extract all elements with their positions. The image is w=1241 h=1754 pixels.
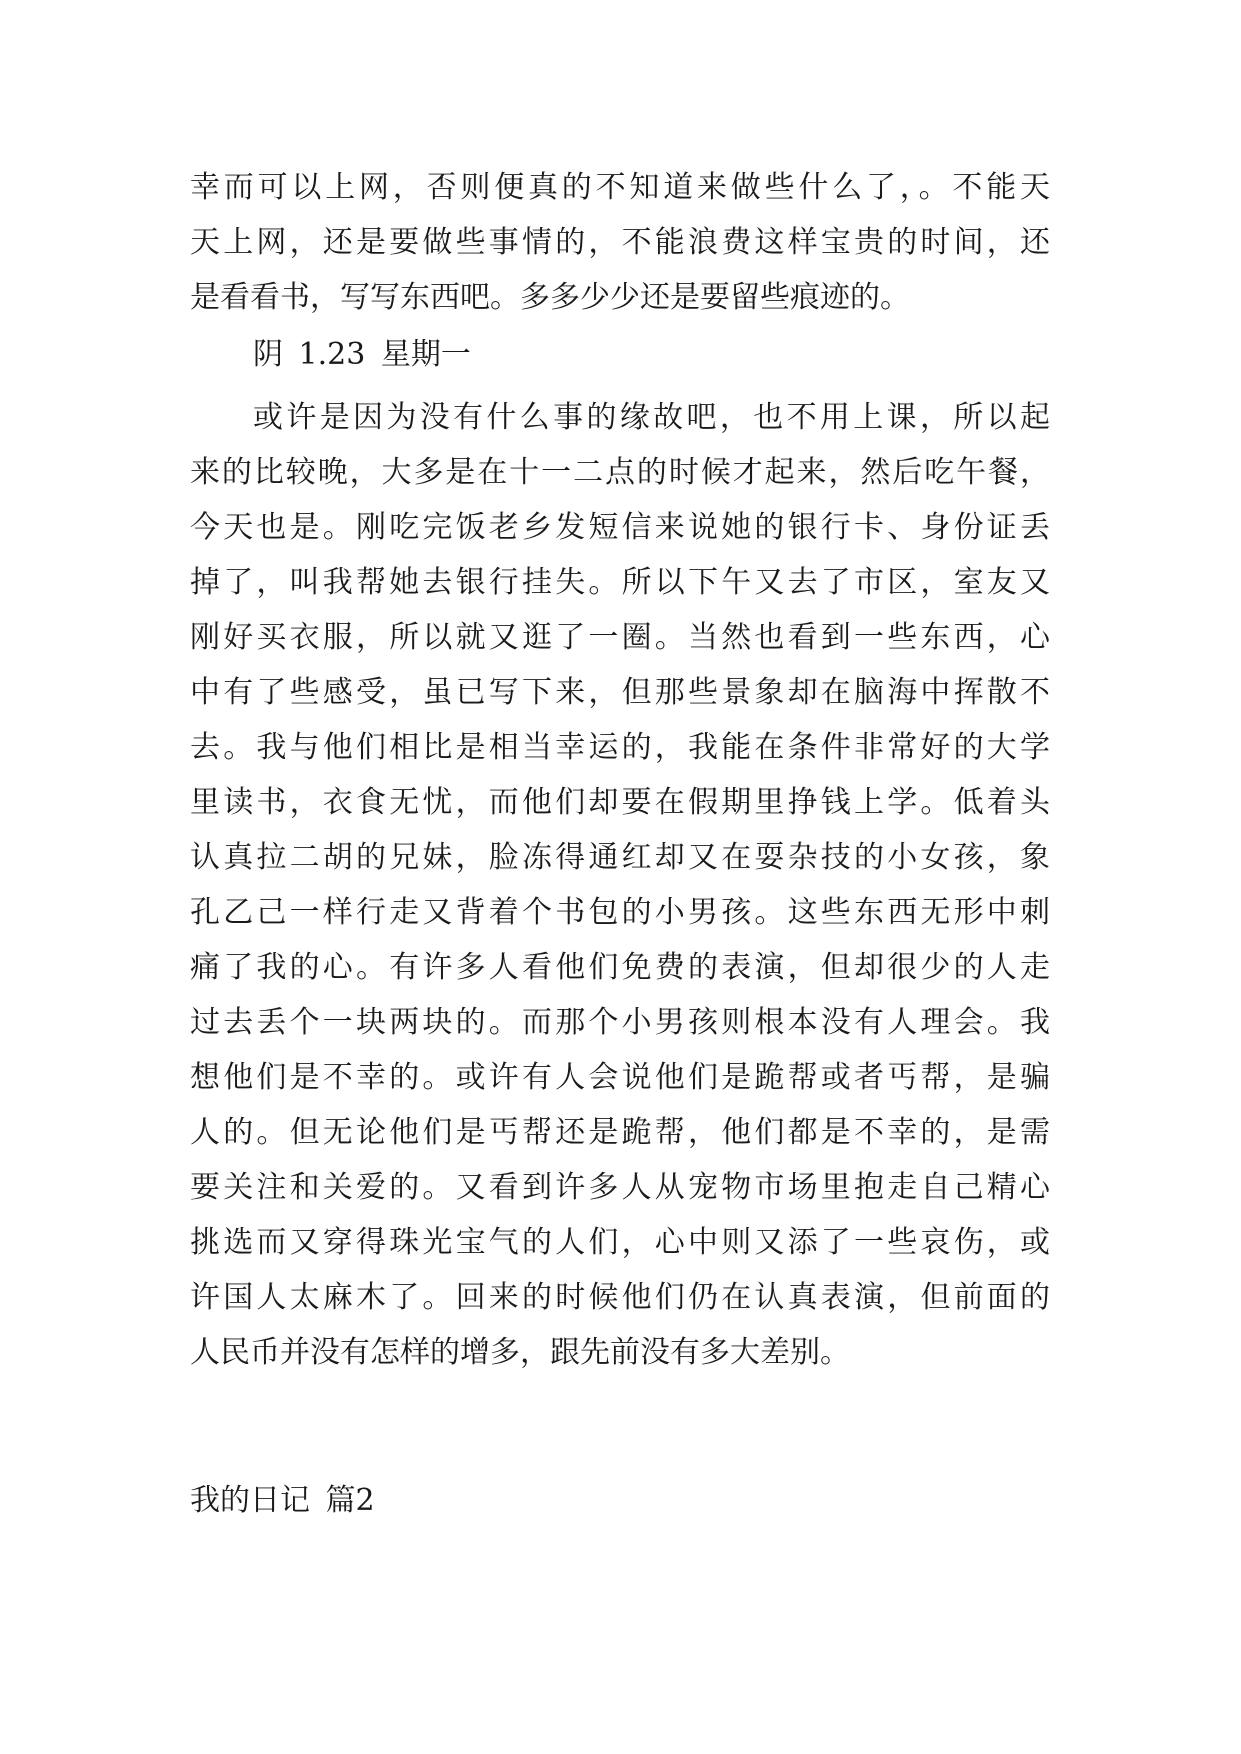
paragraph-2-line-10: 孔乙己一样行走又背着个书包的小男孩。这些东西无形中刺 xyxy=(190,895,1050,930)
paragraph-1-line-2: 天上网，还是要做些事情的，不能浪费这样宝贵的时间，还 xyxy=(190,225,1050,260)
paragraph-2-line-18: 人民币并没有怎样的增多，跟先前没有多大差别。 xyxy=(190,1335,850,1370)
paragraph-2-line-12: 过去丢个一块两块的。而那个小男孩则根本没有人理会。我 xyxy=(190,1005,1050,1040)
paragraph-2-line-11: 痛了我的心。有许多人看他们免费的表演，但却很少的人走 xyxy=(190,950,1050,985)
paragraph-2-line-9: 认真拉二胡的兄妹，脸冻得通红却又在耍杂技的小女孩，象 xyxy=(190,840,1050,875)
paragraph-2-line-6: 中有了些感受，虽已写下来，但那些景象却在脑海中挥散不 xyxy=(190,675,1050,710)
paragraph-2-line-15: 要关注和关爱的。又看到许多人从宠物市场里抱走自己精心 xyxy=(190,1170,1050,1205)
paragraph-2-line-2: 来的比较晚，大多是在十一二点的时候才起来，然后吃午餐， xyxy=(190,455,1050,490)
paragraph-1-line-1: 幸而可以上网，否则便真的不知道来做些什么了，。不能天 xyxy=(190,170,1050,205)
paragraph-2-line-4: 掉了，叫我帮她去银行挂失。所以下午又去了市区，室友又 xyxy=(190,565,1050,600)
paragraph-2-line-17: 许国人太麻木了。回来的时候他们仍在认真表演，但前面的 xyxy=(190,1280,1050,1315)
section-title: 我的日记 篇2 xyxy=(190,1483,375,1518)
paragraph-2-line-5: 刚好买衣服，所以就又逛了一圈。当然也看到一些东西，心 xyxy=(190,620,1050,655)
paragraph-2-line-8: 里读书，衣食无忧，而他们却要在假期里挣钱上学。低着头 xyxy=(190,785,1050,820)
paragraph-2-line-3: 今天也是。刚吃完饭老乡发短信来说她的银行卡、身份证丢 xyxy=(190,510,1050,545)
paragraph-2-line-16: 挑选而又穿得珠光宝气的人们，心中则又添了一些哀伤，或 xyxy=(190,1225,1050,1260)
paragraph-2-line-1: 或许是因为没有什么事的缘故吧，也不用上课，所以起 xyxy=(253,400,1050,435)
paragraph-1-line-3: 是看看书，写写东西吧。多多少少还是要留些痕迹的。 xyxy=(190,280,910,315)
entry-date-heading: 阴 1.23 星期一 xyxy=(253,337,471,372)
paragraph-2-line-14: 人的。但无论他们是丐帮还是跪帮，他们都是不幸的，是需 xyxy=(190,1115,1050,1150)
paragraph-2-line-13: 想他们是不幸的。或许有人会说他们是跪帮或者丐帮，是骗 xyxy=(190,1060,1050,1095)
paragraph-2-line-7: 去。我与他们相比是相当幸运的，我能在条件非常好的大学 xyxy=(190,730,1050,765)
